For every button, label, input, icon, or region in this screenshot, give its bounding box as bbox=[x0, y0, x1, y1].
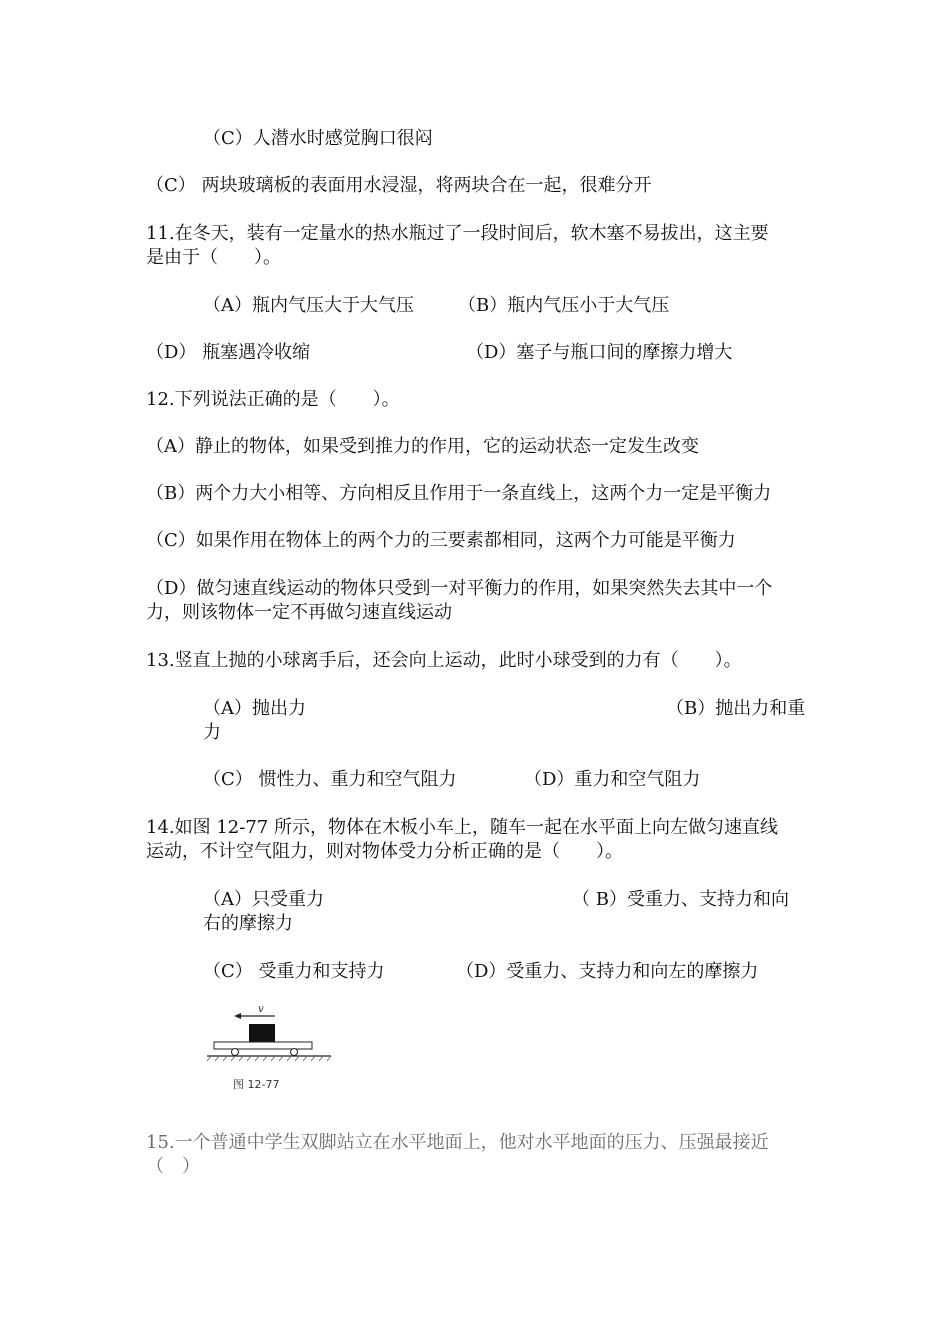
q11-option-b: （B）瓶内气压小于大气压 bbox=[458, 295, 670, 316]
block bbox=[249, 1024, 275, 1042]
q13-option-a: （A）抛出力 bbox=[203, 698, 306, 719]
q14-stem-line2: 运动，不计空气阻力，则对物体受力分析正确的是（ ）。 bbox=[146, 841, 623, 862]
q13-option-d: （D）重力和空气阻力 bbox=[524, 769, 701, 790]
q14-option-c: （C） 受重力和支持力 bbox=[203, 961, 385, 982]
q12-option-d-line2: 力，则该物体一定不再做匀速直线运动 bbox=[146, 602, 452, 623]
ground-hatching bbox=[207, 1056, 331, 1061]
q13-stem: 13.竖直上抛的小球离手后，还会向上运动，此时小球受到的力有（ ）。 bbox=[146, 650, 742, 671]
q12-stem: 12.下列说法正确的是（ ）。 bbox=[146, 389, 400, 410]
q13-option-b: （B）抛出力和重 bbox=[666, 698, 806, 719]
figure-12-77 bbox=[203, 1003, 343, 1097]
velocity-label: v bbox=[258, 1004, 264, 1015]
q12-option-d-line1: （D）做匀速直线运动的物体只受到一对平衡力的作用，如果突然失去其中一个 bbox=[146, 578, 773, 599]
velocity-arrow bbox=[234, 1013, 275, 1019]
q12-option-a: （A）静止的物体，如果受到推力的作用，它的运动状态一定发生改变 bbox=[146, 436, 699, 457]
q13-option-b-wrap: 力 bbox=[203, 722, 221, 743]
q10-option-d: （C） 两块玻璃板的表面用水浸湿，将两块合在一起，很难分开 bbox=[146, 175, 652, 196]
q15-stem-line1: 15.一个普通中学生双脚站立在水平地面上，他对水平地面的压力、压强最接近 bbox=[146, 1132, 769, 1153]
q14-option-a: （A）只受重力 bbox=[203, 889, 324, 910]
q12-option-c: （C）如果作用在物体上的两个力的三要素都相同，这两个力可能是平衡力 bbox=[146, 530, 736, 551]
q11-option-a: （A）瓶内气压大于大气压 bbox=[203, 295, 414, 316]
q14-option-b-wrap: 右的摩擦力 bbox=[203, 913, 293, 934]
cart-board bbox=[214, 1042, 312, 1049]
q11-stem-line2: 是由于（ ）。 bbox=[146, 247, 281, 268]
q11-option-d: （D）塞子与瓶口间的摩擦力增大 bbox=[466, 342, 733, 363]
wheel-left bbox=[232, 1049, 239, 1056]
wheel-right bbox=[291, 1049, 298, 1056]
q12-option-b: （B）两个力大小相等、方向相反且作用于一条直线上，这两个力一定是平衡力 bbox=[146, 483, 772, 504]
q14-stem-line1: 14.如图 12-77 所示，物体在木板小车上，随车一起在水平面上向左做匀速直线 bbox=[146, 817, 778, 838]
figure-caption: 图 12-77 bbox=[233, 1078, 280, 1091]
q15-stem-line2: （ ） bbox=[146, 1156, 200, 1177]
q11-option-c: （D） 瓶塞遇冷收缩 bbox=[146, 342, 311, 363]
q13-option-c: （C） 惯性力、重力和空气阻力 bbox=[203, 769, 457, 790]
q11-stem-line1: 11.在冬天，装有一定量水的热水瓶过了一段时间后，软木塞不易拔出，这主要 bbox=[146, 223, 769, 244]
q14-option-d: （D）受重力、支持力和向左的摩擦力 bbox=[456, 961, 759, 982]
q14-option-b: （ B）受重力、支持力和向 bbox=[572, 889, 789, 910]
q10-option-c: （C）人潜水时感觉胸口很闷 bbox=[203, 128, 433, 149]
